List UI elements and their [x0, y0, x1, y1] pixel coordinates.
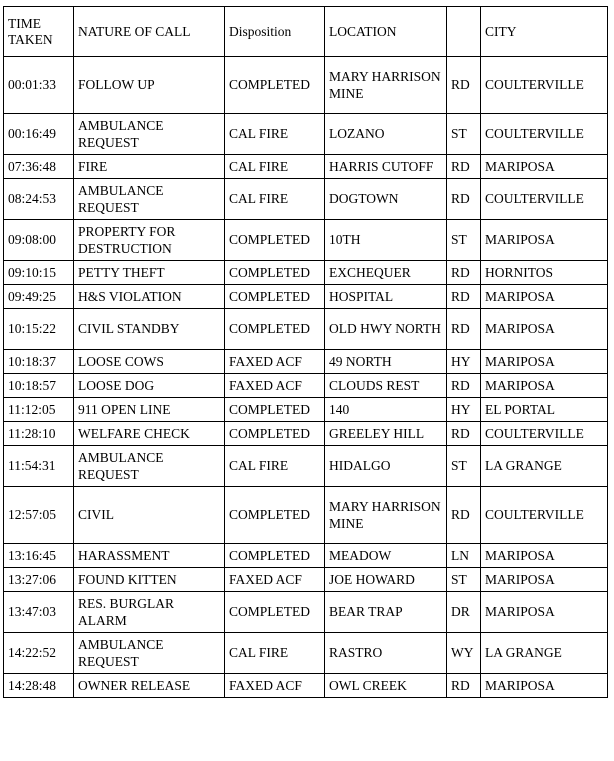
cell-nature-of-call: AMBULANCE REQUEST	[74, 179, 225, 220]
cell-city: EL PORTAL	[481, 398, 608, 422]
cell-city: HORNITOS	[481, 261, 608, 285]
cell-time-taken: 07:36:48	[4, 155, 74, 179]
cell-street-suffix: LN	[447, 544, 481, 568]
cell-city: MARIPOSA	[481, 674, 608, 698]
cell-location: LOZANO	[325, 114, 447, 155]
cell-street-suffix: HY	[447, 398, 481, 422]
cell-street-suffix: DR	[447, 592, 481, 633]
cell-nature-of-call: AMBULANCE REQUEST	[74, 446, 225, 487]
cell-street-suffix: ST	[447, 568, 481, 592]
cell-city: COULTERVILLE	[481, 422, 608, 446]
cell-disposition: COMPLETED	[225, 398, 325, 422]
cell-disposition: COMPLETED	[225, 220, 325, 261]
table-row	[4, 674, 608, 698]
cell-location: OLD HWY NORTH	[325, 309, 447, 350]
cell-nature-of-call: FOLLOW UP	[74, 57, 225, 114]
cell-location: EXCHEQUER	[325, 261, 447, 285]
cell-street-suffix: ST	[447, 220, 481, 261]
cell-disposition: COMPLETED	[225, 487, 325, 544]
table-row	[4, 220, 608, 261]
cell-nature-of-call: CIVIL	[74, 487, 225, 544]
cell-disposition: CAL FIRE	[225, 155, 325, 179]
table-row	[4, 155, 608, 179]
table-row	[4, 350, 608, 374]
cell-disposition: COMPLETED	[225, 422, 325, 446]
table-row	[4, 446, 608, 487]
cell-city: MARIPOSA	[481, 568, 608, 592]
cell-location: BEAR TRAP	[325, 592, 447, 633]
cell-time-taken: 00:16:49	[4, 114, 74, 155]
cell-street-suffix: RD	[447, 309, 481, 350]
table-row	[4, 633, 608, 674]
cell-time-taken: 09:10:15	[4, 261, 74, 285]
cell-nature-of-call: AMBULANCE REQUEST	[74, 114, 225, 155]
cell-street-suffix: ST	[447, 114, 481, 155]
cell-disposition: FAXED ACF	[225, 674, 325, 698]
cell-disposition: COMPLETED	[225, 544, 325, 568]
cell-nature-of-call: FOUND KITTEN	[74, 568, 225, 592]
cell-location: RASTRO	[325, 633, 447, 674]
cell-time-taken: 13:16:45	[4, 544, 74, 568]
cell-nature-of-call: HARASSMENT	[74, 544, 225, 568]
cell-disposition: CAL FIRE	[225, 633, 325, 674]
cell-street-suffix: WY	[447, 633, 481, 674]
cell-time-taken: 13:27:06	[4, 568, 74, 592]
cell-disposition: FAXED ACF	[225, 568, 325, 592]
table-row	[4, 57, 608, 114]
cell-street-suffix: RD	[447, 261, 481, 285]
cell-time-taken: 14:22:52	[4, 633, 74, 674]
table-header-row	[4, 7, 608, 57]
cell-nature-of-call: AMBULANCE REQUEST	[74, 633, 225, 674]
cell-city: MARIPOSA	[481, 544, 608, 568]
header-city: CITY	[481, 7, 608, 57]
cell-time-taken: 14:28:48	[4, 674, 74, 698]
cell-street-suffix: RD	[447, 57, 481, 114]
table-row	[4, 309, 608, 350]
cell-time-taken: 00:01:33	[4, 57, 74, 114]
cell-time-taken: 10:15:22	[4, 309, 74, 350]
cell-city: COULTERVILLE	[481, 487, 608, 544]
cell-time-taken: 11:54:31	[4, 446, 74, 487]
cell-nature-of-call: RES. BURGLAR ALARM	[74, 592, 225, 633]
table-row	[4, 422, 608, 446]
cell-nature-of-call: LOOSE COWS	[74, 350, 225, 374]
cell-time-taken: 11:12:05	[4, 398, 74, 422]
cell-time-taken: 10:18:57	[4, 374, 74, 398]
table-row	[4, 285, 608, 309]
cell-time-taken: 09:08:00	[4, 220, 74, 261]
table-row	[4, 114, 608, 155]
table-row	[4, 544, 608, 568]
cell-nature-of-call: H&S VIOLATION	[74, 285, 225, 309]
cell-disposition: COMPLETED	[225, 57, 325, 114]
cell-location: DOGTOWN	[325, 179, 447, 220]
cell-nature-of-call: WELFARE CHECK	[74, 422, 225, 446]
cell-city: MARIPOSA	[481, 592, 608, 633]
cell-location: GREELEY HILL	[325, 422, 447, 446]
cell-street-suffix: RD	[447, 179, 481, 220]
cell-nature-of-call: PROPERTY FOR DESTRUCTION	[74, 220, 225, 261]
cell-street-suffix: HY	[447, 350, 481, 374]
cell-location: 49 NORTH	[325, 350, 447, 374]
cell-location: OWL CREEK	[325, 674, 447, 698]
cell-time-taken: 13:47:03	[4, 592, 74, 633]
cell-street-suffix: ST	[447, 446, 481, 487]
cell-city: LA GRANGE	[481, 633, 608, 674]
header-nature-of-call: NATURE OF CALL	[74, 7, 225, 57]
cell-nature-of-call: 911 OPEN LINE	[74, 398, 225, 422]
cell-city: MARIPOSA	[481, 220, 608, 261]
cell-time-taken: 08:24:53	[4, 179, 74, 220]
cell-street-suffix: RD	[447, 674, 481, 698]
cell-location: HARRIS CUTOFF	[325, 155, 447, 179]
cell-time-taken: 10:18:37	[4, 350, 74, 374]
cell-city: COULTERVILLE	[481, 57, 608, 114]
cell-disposition: CAL FIRE	[225, 179, 325, 220]
cell-street-suffix: RD	[447, 285, 481, 309]
cell-city: MARIPOSA	[481, 309, 608, 350]
cell-location: 10TH	[325, 220, 447, 261]
cell-street-suffix: RD	[447, 422, 481, 446]
table-row	[4, 398, 608, 422]
cell-location: JOE HOWARD	[325, 568, 447, 592]
cell-time-taken: 09:49:25	[4, 285, 74, 309]
cell-city: MARIPOSA	[481, 350, 608, 374]
cell-time-taken: 12:57:05	[4, 487, 74, 544]
cell-street-suffix: RD	[447, 155, 481, 179]
cell-disposition: COMPLETED	[225, 285, 325, 309]
cell-location: MARY HARRISON MINE	[325, 487, 447, 544]
cell-street-suffix: RD	[447, 487, 481, 544]
cell-disposition: COMPLETED	[225, 261, 325, 285]
cell-city: MARIPOSA	[481, 374, 608, 398]
cell-nature-of-call: PETTY THEFT	[74, 261, 225, 285]
cell-city: COULTERVILLE	[481, 114, 608, 155]
table-row	[4, 179, 608, 220]
call-log-table	[3, 6, 608, 698]
cell-nature-of-call: CIVIL STANDBY	[74, 309, 225, 350]
table-row	[4, 374, 608, 398]
cell-city: MARIPOSA	[481, 285, 608, 309]
cell-location: CLOUDS REST	[325, 374, 447, 398]
cell-nature-of-call: OWNER RELEASE	[74, 674, 225, 698]
cell-time-taken: 11:28:10	[4, 422, 74, 446]
header-location: LOCATION	[325, 7, 447, 57]
cell-disposition: CAL FIRE	[225, 446, 325, 487]
cell-disposition: FAXED ACF	[225, 374, 325, 398]
cell-nature-of-call: FIRE	[74, 155, 225, 179]
table-row	[4, 261, 608, 285]
header-street-suffix	[447, 7, 481, 57]
cell-disposition: COMPLETED	[225, 592, 325, 633]
cell-street-suffix: RD	[447, 374, 481, 398]
cell-location: MEADOW	[325, 544, 447, 568]
header-disposition: Disposition	[225, 7, 325, 57]
cell-location: MARY HARRISON MINE	[325, 57, 447, 114]
cell-location: HOSPITAL	[325, 285, 447, 309]
table-row	[4, 487, 608, 544]
cell-nature-of-call: LOOSE DOG	[74, 374, 225, 398]
header-time-taken: TIME TAKEN	[4, 7, 74, 57]
table-row	[4, 568, 608, 592]
cell-city: MARIPOSA	[481, 155, 608, 179]
cell-location: HIDALGO	[325, 446, 447, 487]
table-row	[4, 592, 608, 633]
cell-disposition: CAL FIRE	[225, 114, 325, 155]
cell-location: 140	[325, 398, 447, 422]
cell-city: COULTERVILLE	[481, 179, 608, 220]
cell-city: LA GRANGE	[481, 446, 608, 487]
cell-disposition: COMPLETED	[225, 309, 325, 350]
cell-disposition: FAXED ACF	[225, 350, 325, 374]
